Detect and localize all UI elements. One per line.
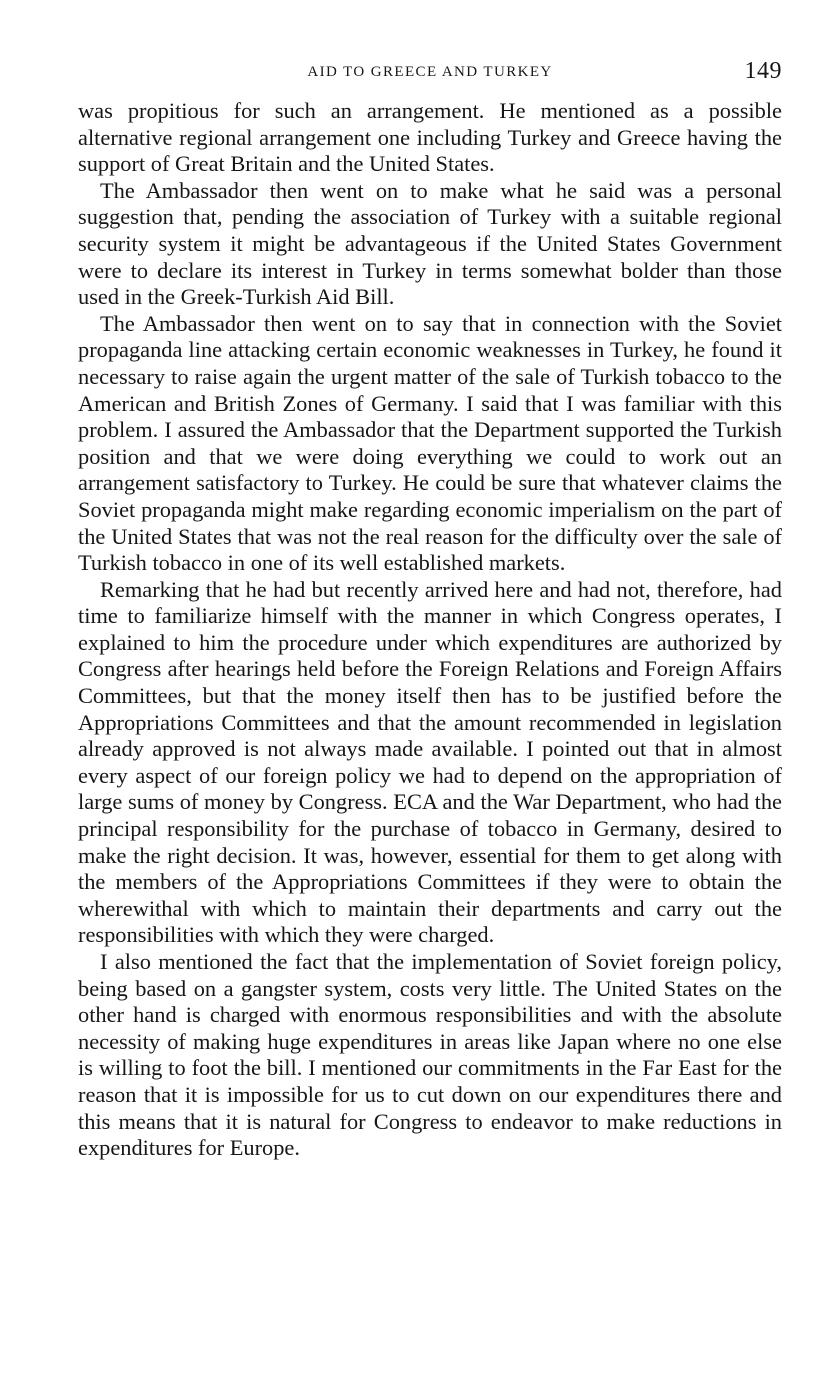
paragraph-continued: was propitious for such an arrangement. He mentioned as a possible alternative regional arrangement one including Turkey and Greece having the support of Great Britain and the United States. — [78, 98, 782, 177]
running-title: AID TO GREECE AND TURKEY — [307, 64, 553, 80]
document-page — [78, 58, 782, 1162]
paragraph-congress-procedure: Remarking that he had but recently arrived here and had not, therefore, had time to familiarize himself with the manner in which Congress operates, I explained to him the procedure under which expenditures are authorized by Congress after hearings held before the Foreign Relations and Foreign Affairs Committees, but that the money itself then has to be justified before the Appropriations Committees and that the amount recommended in legislation already approved is not always made available. I pointed out that in almost every aspect of our foreign policy we had to depend on the appropriation of large sums of money by Congress. ECA and the War Department, who had the principal responsibility for the purchase of tobacco in Germany, desired to make the right decision. It was, however, essential for them to get along with the members of the Appropriations Committees if they were to obtain the wherewithal with which to maintain their departments and carry out the responsibilities with which they were charged. — [78, 576, 782, 948]
running-header — [78, 58, 782, 98]
paragraph-turkish-tobacco: The Ambassador then went on to say that in connection with the Soviet propaganda line attacking certain economic weaknesses in Turkey, he found it necessary to raise again the urgent matter of the sale of Turkish tobacco to the American and British Zones of Germany. I said that I was familiar with this problem. I assured the Ambassador that the Department supported the Turkish position and that we were doing everything we could to work out an arrangement satisfactory to Turkey. He could be sure that whatever claims the Soviet propaganda might make regarding economic imperialism on the part of the United States that was not the real reason for the difficulty over the sale of Turkish tobacco in one of its well established markets. — [78, 310, 782, 576]
body-text — [78, 98, 782, 1162]
paragraph-personal-suggestion: The Ambassador then went on to make what he said was a personal suggestion that, pending the association of Turkey with a suitable regional security system it might be advantageous if the United States Government were to declare its interest in Turkey in terms somewhat bolder than those used in the Greek-Turkish Aid Bill. — [78, 177, 782, 310]
page-number: 149 — [744, 58, 782, 84]
paragraph-soviet-policy-costs: I also mentioned the fact that the implementation of Soviet foreign policy, being based on a gangster system, costs very little. The United States on the other hand is charged with enormous responsibilities and with the absolute necessity of making huge expenditures in areas like Japan where no one else is willing to foot the bill. I mentioned our commitments in the Far East for the reason that it is impossible for us to cut down on our expenditures there and this means that it is natural for Congress to endeavor to make reductions in expenditures for Europe. — [78, 949, 782, 1161]
